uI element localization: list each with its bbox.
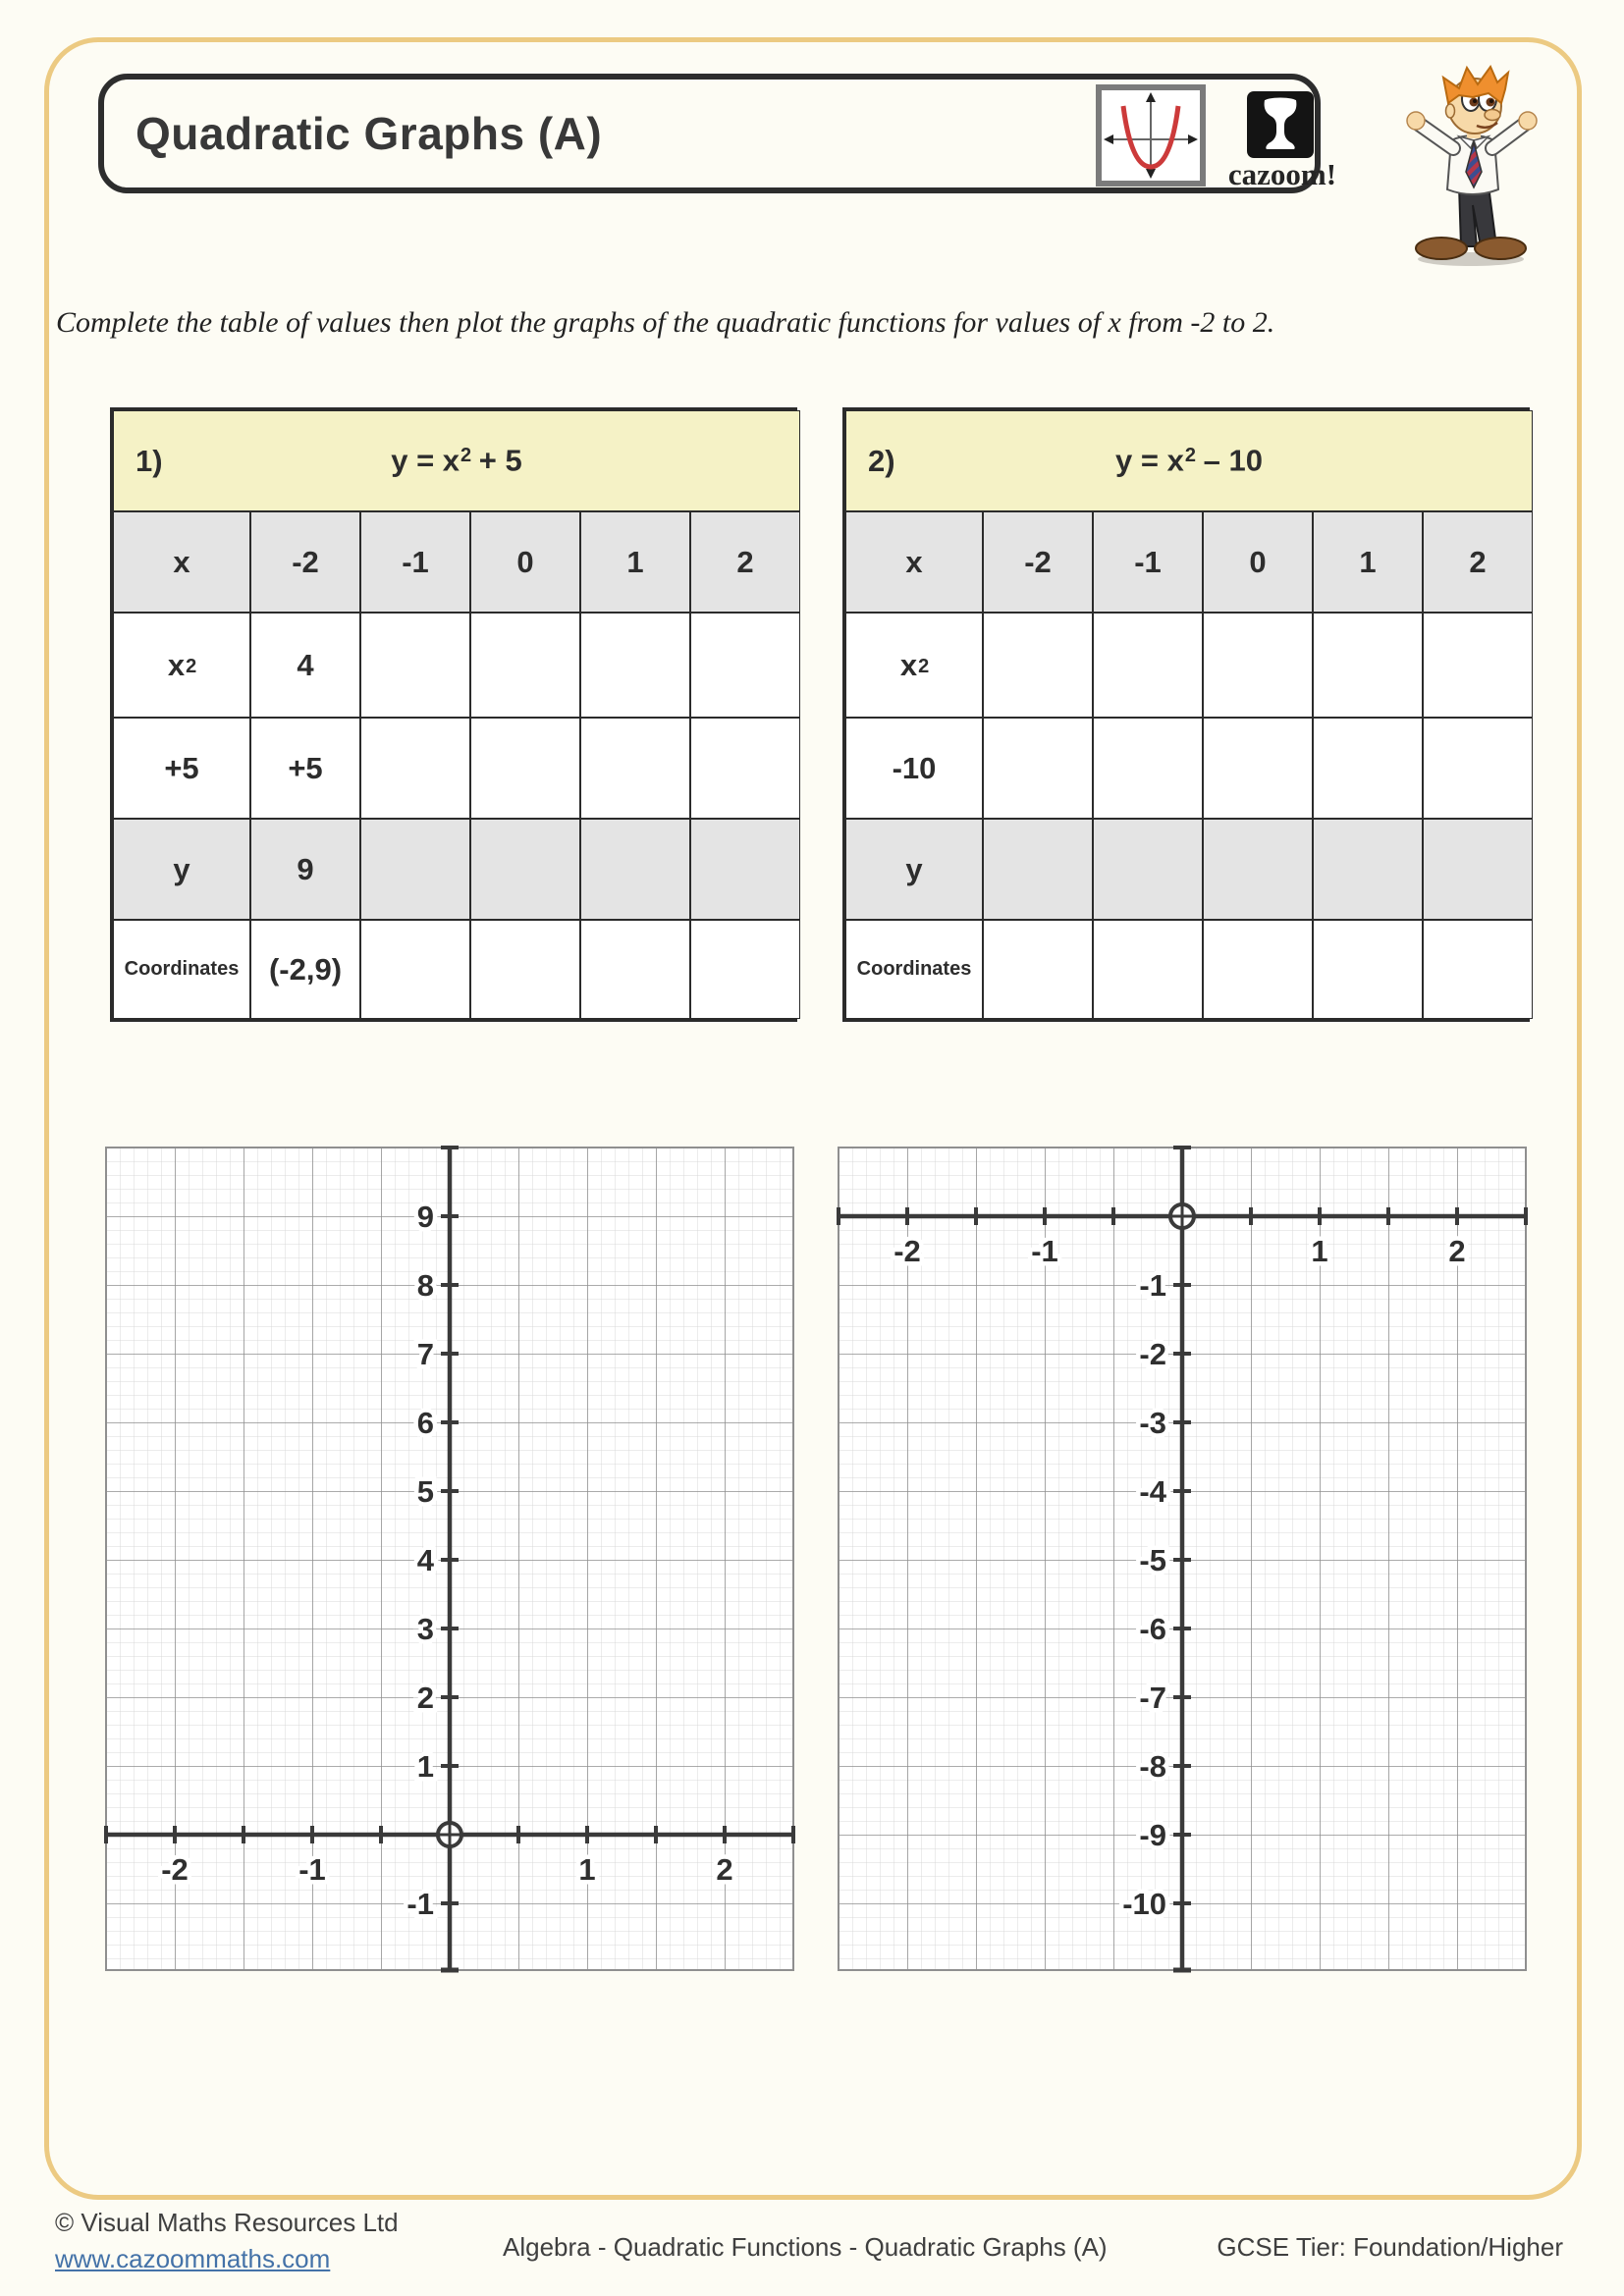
graph-2 xyxy=(836,1145,1529,1973)
table-cell xyxy=(983,613,1093,718)
table-cell: (-2,9) xyxy=(250,920,360,1019)
x-axis-label: 1 xyxy=(578,1852,596,1887)
table-cell: 9 xyxy=(250,819,360,920)
mascot-hand-left xyxy=(1407,112,1425,130)
table-cell xyxy=(1203,819,1313,920)
table-cell: 4 xyxy=(250,613,360,718)
table-cell xyxy=(1313,718,1423,819)
x-axis-label: 2 xyxy=(716,1852,733,1887)
cazoom-logo-text: cazoom! xyxy=(1227,157,1337,191)
table-cell xyxy=(1423,920,1533,1019)
page-title: Quadratic Graphs (A) xyxy=(135,108,603,159)
table-header-row xyxy=(113,410,800,511)
table-cell xyxy=(1093,819,1203,920)
table-cell xyxy=(1203,718,1313,819)
table-cell xyxy=(580,819,690,920)
mascot-nose xyxy=(1485,110,1500,121)
table-cell: 1 xyxy=(1313,511,1423,613)
parabola-icon-graphic xyxy=(1102,90,1200,181)
table-cell xyxy=(983,920,1093,1019)
table-number: 2) xyxy=(868,443,895,478)
row-label: y xyxy=(113,819,250,920)
table-equation: $y = x^2 + 5$ xyxy=(391,443,522,478)
table-cell: -2 xyxy=(983,511,1093,613)
y-axis-label: 9 xyxy=(416,1200,434,1234)
table-cell xyxy=(360,718,470,819)
row-label: +5 xyxy=(113,718,250,819)
x-axis-label: -1 xyxy=(298,1852,326,1887)
table-cell xyxy=(690,819,800,920)
table-cell: -2 xyxy=(250,511,360,613)
y-axis-label: 7 xyxy=(416,1337,434,1371)
y-axis-label: -9 xyxy=(1139,1818,1166,1852)
row-label: -10 xyxy=(845,718,983,819)
table-cell xyxy=(1423,718,1533,819)
table-cell xyxy=(360,819,470,920)
row-label: x xyxy=(113,511,250,613)
table-number: 1) xyxy=(135,443,163,478)
table-cell xyxy=(470,718,580,819)
cazoom-logo-icon xyxy=(1247,91,1314,158)
row-label: y xyxy=(845,819,983,920)
y-axis-label: 2 xyxy=(416,1681,434,1715)
row-label: x $^2$ xyxy=(113,613,250,718)
table-cell xyxy=(1203,920,1313,1019)
table-cell xyxy=(1093,613,1203,718)
table-cell xyxy=(1313,920,1423,1019)
table-cell xyxy=(983,718,1093,819)
table-cell: 2 xyxy=(1423,511,1533,613)
table-cell xyxy=(470,819,580,920)
graph-1 xyxy=(103,1145,796,1973)
table-cell xyxy=(1093,920,1203,1019)
table-cell: +5 xyxy=(250,718,360,819)
table-cell xyxy=(470,613,580,718)
table-cell xyxy=(690,920,800,1019)
x-axis-label: -2 xyxy=(161,1852,189,1887)
y-axis-label: 1 xyxy=(416,1749,434,1784)
y-axis-label: -2 xyxy=(1139,1337,1166,1371)
y-axis-label: 8 xyxy=(416,1268,434,1303)
footer-tier: GCSE Tier: Foundation/Higher xyxy=(1217,2232,1563,2262)
table-cell: -1 xyxy=(360,511,470,613)
table-cell xyxy=(1203,613,1313,718)
table-cell: 0 xyxy=(470,511,580,613)
mascot-shoe-left xyxy=(1416,238,1467,259)
table-cell xyxy=(1313,613,1423,718)
x-axis-label: -1 xyxy=(1031,1234,1058,1268)
y-axis-label: -3 xyxy=(1139,1406,1166,1440)
y-axis-label: -1 xyxy=(406,1887,434,1921)
x-axis-label: 1 xyxy=(1311,1234,1328,1268)
goblet-icon xyxy=(1247,91,1314,158)
mascot-shoe-right xyxy=(1475,238,1526,259)
row-label: x $^2$ xyxy=(845,613,983,718)
y-axis-label: -1 xyxy=(1139,1268,1166,1303)
table-cell xyxy=(360,613,470,718)
x-axis-label: 2 xyxy=(1448,1234,1466,1268)
table-equation: $y = x^2 - 10$ xyxy=(1115,443,1263,478)
table-cell xyxy=(690,613,800,718)
table-cell xyxy=(983,819,1093,920)
y-axis-label: 3 xyxy=(416,1612,434,1646)
row-label: Coordinates xyxy=(845,920,983,1019)
table-cell xyxy=(1313,819,1423,920)
values-table-1 xyxy=(110,407,797,1022)
y-axis-label: -7 xyxy=(1139,1681,1166,1715)
website-link[interactable]: www.cazoommaths.com xyxy=(55,2244,331,2273)
y-axis-label: 6 xyxy=(416,1406,434,1440)
table-cell xyxy=(1423,613,1533,718)
y-axis-label: -6 xyxy=(1139,1612,1166,1646)
mascot-illustration xyxy=(1402,61,1540,269)
table-cell: 0 xyxy=(1203,511,1313,613)
table-cell xyxy=(1093,718,1203,819)
y-axis-label: -4 xyxy=(1139,1474,1166,1509)
table-cell xyxy=(470,920,580,1019)
mascot-hand-right xyxy=(1519,112,1537,130)
footer-left xyxy=(55,2205,399,2277)
table-cell: 1 xyxy=(580,511,690,613)
table-cell xyxy=(690,718,800,819)
table-cell: -1 xyxy=(1093,511,1203,613)
table-cell xyxy=(580,718,690,819)
table-header-row xyxy=(845,410,1533,511)
x-axis-label: -2 xyxy=(893,1234,921,1268)
table-cell: 2 xyxy=(690,511,800,613)
y-axis-label: -5 xyxy=(1139,1543,1166,1577)
table-cell xyxy=(580,613,690,718)
instruction-text: Complete the table of values then plot the graphs of the quadratic functions for values of x from -2 to 2. xyxy=(56,306,1275,339)
footer-subject: Algebra - Quadratic Functions - Quadratic Graphs (A) xyxy=(503,2232,1108,2262)
table-cell xyxy=(1423,819,1533,920)
y-axis-label: -8 xyxy=(1139,1749,1166,1784)
values-table-2 xyxy=(842,407,1530,1022)
y-axis-label: -10 xyxy=(1122,1887,1166,1921)
copyright-text: © Visual Maths Resources Ltd xyxy=(55,2208,399,2237)
table-cell xyxy=(360,920,470,1019)
parabola-topic-icon xyxy=(1096,84,1206,187)
row-label: x xyxy=(845,511,983,613)
row-label: Coordinates xyxy=(113,920,250,1019)
y-axis-label: 5 xyxy=(416,1474,434,1509)
y-axis-label: 4 xyxy=(416,1543,434,1577)
table-cell xyxy=(580,920,690,1019)
